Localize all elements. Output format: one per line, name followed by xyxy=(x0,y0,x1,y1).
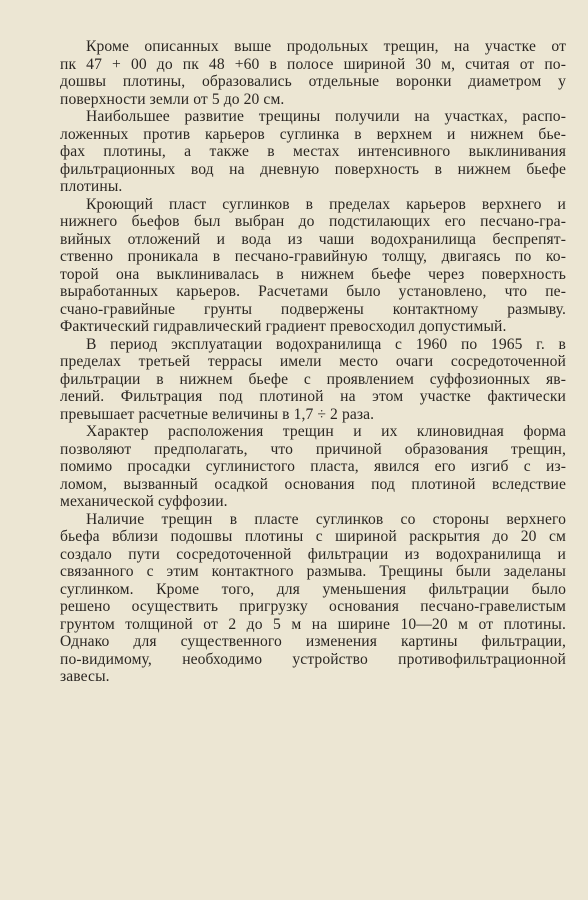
text-line: завесы. xyxy=(60,668,110,685)
text-line: Однако для существенного изменения картины фильтрации, xyxy=(60,633,566,650)
text-line: ломом, вызванный осадкой основания под плотиной вследствие xyxy=(60,475,566,493)
text-line: фах плотины, а также в местах интенсивного выклинивания xyxy=(60,143,566,160)
text-line: ственно проникала в песчано-гравийную толщу, двигаясь по ко- xyxy=(60,248,566,265)
text-line: поверхности земли от 5 до 20 см. xyxy=(60,90,285,108)
paragraph-crack-nature xyxy=(60,423,566,511)
paragraph-remediation xyxy=(60,511,566,686)
text-line: В период эксплуатации водохранилища с 1960 по 1965 г. в xyxy=(86,335,566,353)
text-line: Кроме описанных выше продольных трещин, на участке от xyxy=(86,38,566,55)
text-line: фильтрации в нижнем бьефе с проявлением суффозионных яв- xyxy=(60,370,566,388)
text-line: фильтрационных вод на дневную поверхность в нижнем бьефе xyxy=(60,160,566,178)
text-line: вийных отложений и вода из чаши водохранилища беспрепят- xyxy=(60,230,566,248)
text-line: Наличие трещин в пласте суглинков со стороны верхнего xyxy=(86,510,566,528)
text-line: помимо просадки суглинистого пласта, явился его изгиб с из- xyxy=(60,458,566,475)
text-line: Характер расположения трещин и их клиновидная форма xyxy=(86,423,566,440)
text-line: нижнего бьефов был выбран до подстилающих его песчано-гра- xyxy=(60,213,566,230)
text-line: механической суффозии. xyxy=(60,493,228,510)
text-line: суглинком. Кроме того, для уменьшения фильтрации было xyxy=(60,580,566,598)
text-line: позволяют предполагать, что причиной образования трещин, xyxy=(60,440,566,458)
paragraph-crack-development xyxy=(60,108,566,196)
text-line: по-видимому, необходимо устройство противофильтрационной xyxy=(60,650,566,668)
text-line: ложенных против карьеров суглинка в верхнем и нижнем бье- xyxy=(60,125,566,143)
text-line: связанного с этим контактного размыва. Трещины были заделаны xyxy=(60,563,566,580)
text-line: плотины. xyxy=(60,178,123,195)
text-line: бьефа вблизи подошвы плотины с шириной раскрытия до 20 см xyxy=(60,528,566,545)
text-line: превышает расчетные величины в 1,7 ÷ 2 раза. xyxy=(60,405,375,423)
text-line: Кроющий пласт суглинков в пределах карьеров верхнего и xyxy=(86,195,566,213)
text-line: Фактический гидравлический градиент превосходил допустимый. xyxy=(60,318,507,335)
text-line: лений. Фильтрация под плотиной на этом участке фактически xyxy=(60,388,566,405)
text-line: выработанных карьеров. Расчетами было установлено, что пе- xyxy=(60,283,566,300)
paragraph-longitudinal-cracks xyxy=(60,38,566,108)
text-line: грунтом толщиной от 2 до 5 м на ширине 10—20 м от плотины. xyxy=(60,615,566,633)
text-line: торой она выклинивалась в нижнем бьефе через поверхность xyxy=(60,265,566,283)
text-line: дошвы плотины, образовались отдельные воронки диаметром у xyxy=(60,73,566,90)
text-line: пределах третьей террасы имели место очаги сосредоточенной xyxy=(60,353,566,370)
text-line: пк 47 + 00 до пк 48 +60 в полосе шириной 30 м, считая от по- xyxy=(60,55,566,73)
paragraph-loam-layer xyxy=(60,196,566,336)
text-line: решено осуществить пригрузку основания песчано-гравелистым xyxy=(60,598,566,615)
text-line: создало пути сосредоточенной фильтрации из водохранилища и xyxy=(60,545,566,563)
text-line: Наибольшее развитие трещины получили на участках, распо- xyxy=(86,108,566,125)
paragraph-operation-period xyxy=(60,336,566,424)
text-line: счано-гравийные грунты подвержены контактному размыву. xyxy=(60,300,566,318)
